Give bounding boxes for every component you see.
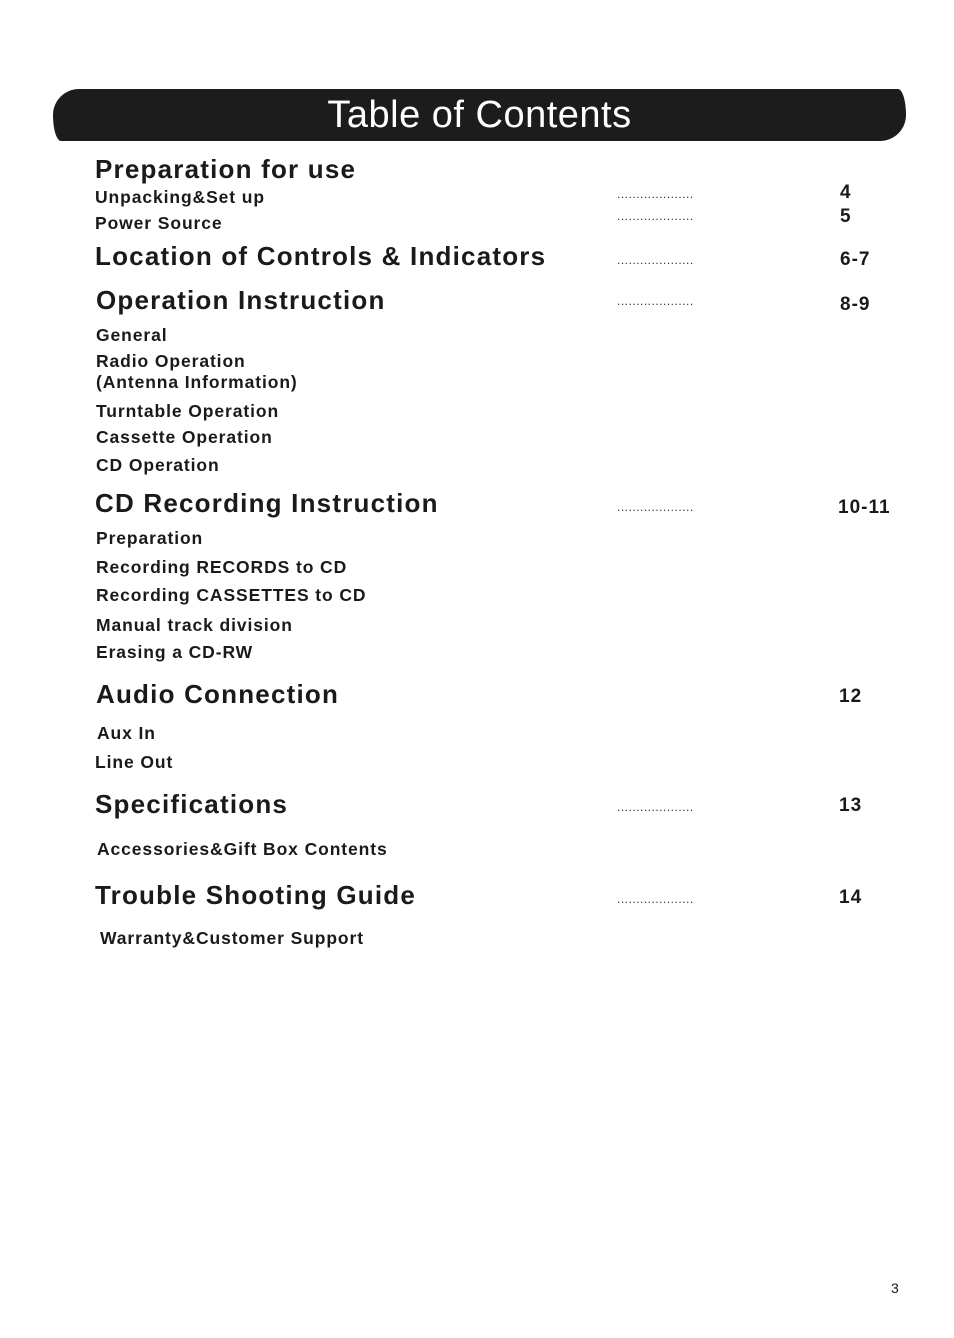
toc-leader: .................... [617, 892, 694, 906]
toc-page-trouble: 14 [839, 887, 863, 908]
toc-item-radio: Radio Operation [96, 351, 246, 371]
toc-item-cassette: Cassette Operation [96, 427, 273, 447]
toc-leader: .................... [617, 187, 694, 201]
toc-heading-specifications: Specifications [95, 789, 289, 819]
toc-page-unpacking: 4 [840, 182, 852, 203]
toc-page-operation: 8-9 [840, 294, 871, 315]
toc-leader: .................... [617, 209, 694, 223]
toc-heading-preparation: Preparation for use [95, 154, 357, 184]
toc-page-audio: 12 [839, 686, 863, 707]
toc-item-accessories: Accessories&Gift Box Contents [97, 839, 388, 859]
toc-page-power-source: 5 [840, 206, 852, 227]
title-banner [53, 89, 906, 141]
toc-leader: .................... [617, 500, 694, 514]
toc-item-warranty: Warranty&Customer Support [100, 928, 364, 948]
toc-heading-location: Location of Controls & Indicators [95, 241, 547, 271]
toc-item-power-source: Power Source [95, 213, 223, 233]
toc-item-preparation: Preparation [96, 528, 204, 548]
toc-item-cd-operation: CD Operation [96, 455, 220, 475]
toc-leader: .................... [617, 294, 694, 308]
toc-leader: .................... [617, 253, 694, 267]
toc-page-specifications: 13 [839, 795, 863, 816]
toc-item-line-out: Line Out [95, 752, 174, 772]
toc-item-turntable: Turntable Operation [96, 401, 280, 421]
toc-item-recording-records: Recording RECORDS to CD [96, 557, 348, 577]
toc-heading-cd-recording: CD Recording Instruction [95, 488, 439, 518]
toc-heading-trouble: Trouble Shooting Guide [95, 880, 417, 910]
toc-page-cd-recording: 10-11 [838, 497, 891, 518]
toc-page-location: 6-7 [840, 249, 871, 270]
page-title: Table of Contents [327, 94, 632, 136]
toc-item-aux-in: Aux In [97, 723, 156, 743]
toc-heading-audio: Audio Connection [96, 679, 340, 709]
toc-leader: .................... [617, 800, 694, 814]
toc-item-unpacking: Unpacking&Set up [95, 187, 265, 207]
toc-item-erasing: Erasing a CD-RW [96, 642, 254, 662]
toc-item-antenna: (Antenna Information) [96, 372, 298, 392]
toc-item-recording-cassettes: Recording CASSETTES to CD [96, 585, 367, 605]
page-number: 3 [891, 1280, 899, 1296]
toc-heading-operation: Operation Instruction [96, 285, 386, 315]
toc-item-manual-track: Manual track division [96, 615, 293, 635]
toc-item-general: General [96, 325, 168, 345]
